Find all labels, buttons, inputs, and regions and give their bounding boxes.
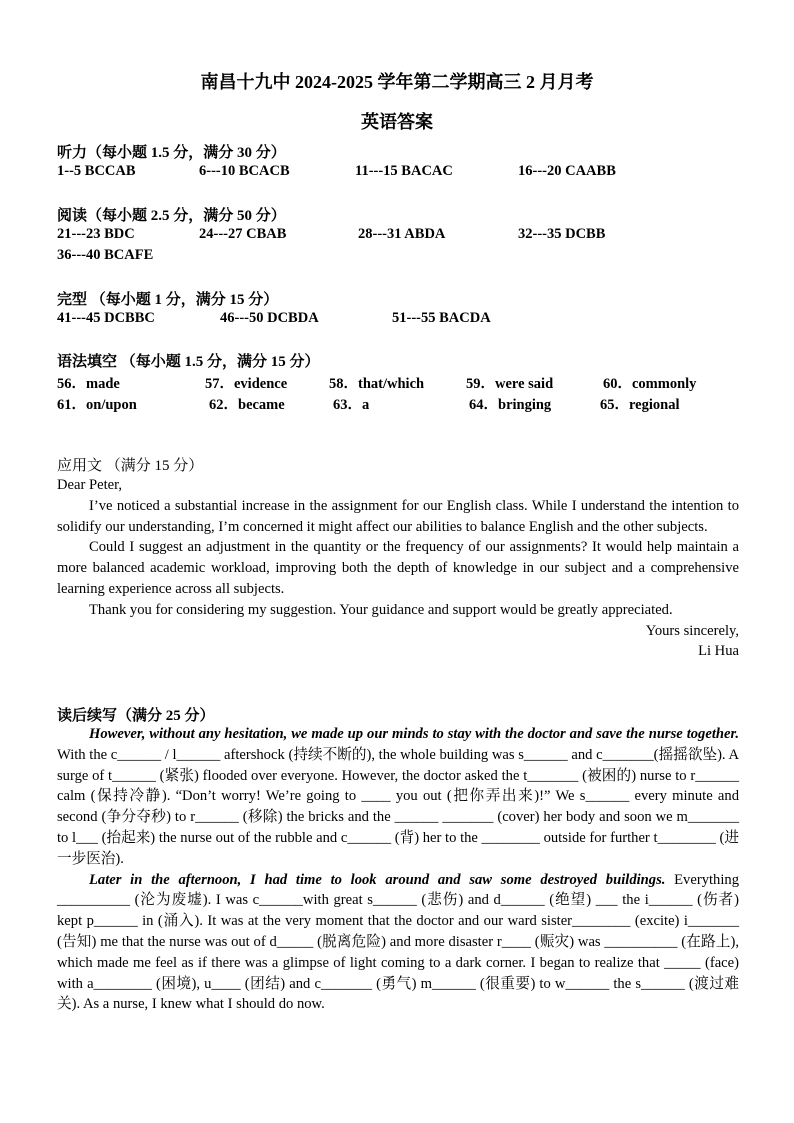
answer-group: 46---50 DCBDA <box>220 310 319 326</box>
answer-item: 57．evidence <box>205 376 288 392</box>
answer-item: 61．on/upon <box>57 397 137 413</box>
page-title: 南昌十九中 2024-2025 学年第二学期高三 2 月月考 <box>200 72 594 92</box>
answer-item: 56．made <box>57 376 120 392</box>
continuation-body <box>57 724 739 1015</box>
answer-group: 21---23 BDC <box>57 226 135 242</box>
answer-group: 41---45 DCBBC <box>57 310 155 326</box>
paragraph-lead-sentence: However, without any hesitation, we made up our minds to stay with the doctor and save the nurse together. <box>89 726 739 742</box>
letter-paragraph: I’ve noticed a substantial increase in the assignment for our English class. While I understand the intention to solidify our understanding, I’m concerned it might affect our abilities to balance English and the other subjects. <box>57 497 739 535</box>
answer-group: 28---31 ABDA <box>358 226 446 242</box>
answer-item: 65．regional <box>600 397 680 413</box>
paragraph-text: Everything __________ (沦为废墟). I was c______with great s______ (悲伤) and d______ (绝望) ___ the i______ (伤者) kept p______ in (涌入). It was at the very moment that the doctor and our ward sister________ (excite) i_______ (告知) me that the nurse was out of d_____ (脱离危险) and more disaster r____ (赈灾) was __________ (在路上), which made me feel as if there was a glimpse of light coming to a dark corner. I began to realize that _____ (face) with a________ (困境), u____ (团结) and c_______ (勇气) m______ (很重要) to w______ the s______ (渡过难关). As a nurse, I knew what I should do now. <box>57 871 739 1013</box>
grammar-heading: 语法填空 （每小题 1.5 分，满分 15 分） <box>57 354 320 370</box>
answer-item: 64．bringing <box>469 397 552 413</box>
page-subtitle: 英语答案 <box>361 112 433 132</box>
answer-item: 62．became <box>209 397 285 413</box>
letter-paragraph: Could I suggest an adjustment in the quantity or the frequency of our assignments? It would help maintain a more balanced academic workload, improving both the depth of knowledge in our subject and a comprehensive learning experience across all subjects. <box>57 539 739 597</box>
answer-group: 11---15 BACAC <box>355 163 453 179</box>
continuation-heading: 读后续写（满分 25 分） <box>57 708 215 724</box>
answer-item: 58．that/which <box>329 376 425 392</box>
answer-group: 16---20 CAABB <box>518 163 616 179</box>
reading-heading: 阅读（每小题 2.5 分，满分 50 分） <box>57 208 286 224</box>
answer-group: 51---55 BACDA <box>392 310 491 326</box>
cloze-heading: 完型 （每小题 1 分，满分 15 分） <box>57 292 279 308</box>
answer-group: 1--5 BCCAB <box>57 163 136 179</box>
answer-group: 24---27 CBAB <box>199 226 287 242</box>
answer-item: 63．a <box>333 397 370 413</box>
letter-heading: 应用文 （满分 15 分） <box>57 458 204 474</box>
continuation-paragraph-1 <box>57 724 739 870</box>
letter-paragraph: Thank you for considering my suggestion. Your guidance and support would be greatly appreciated. <box>89 601 673 618</box>
listening-heading: 听力（每小题 1.5 分，满分 30 分） <box>57 145 286 161</box>
letter-closing: Yours sincerely, <box>645 622 739 639</box>
letter-body <box>57 475 739 662</box>
answer-item: 60．commonly <box>603 376 697 392</box>
paragraph-lead-sentence: Later in the afternoon, I had time to look around and saw some destroyed buildings. <box>89 871 666 888</box>
answer-item: 59．were said <box>466 376 554 392</box>
paragraph-text: With the c______ / l______ aftershock (持续不断的), the whole building was s______ and c_______(摇摇欲坠). A surge of t______ (紧张) flooded over everyone. However, the doctor asked the t_______ (被困的) nurse to r______ calm (保持冷静). “Don’t worry! We’re going to ____ you out (把你弄出来)!” We s______ every minute and second (争分夺秒) to r______ (移除) the bricks and the ______ _______ (cover) her body and soon we m_______ to l___ (抬起来) the nurse out of the rubble and c______ (背) her to the ________ outside for further t________ (进一步医治). <box>57 746 739 867</box>
answer-group: 36---40 BCAFE <box>57 247 154 263</box>
letter-signature: Li Hua <box>698 643 739 660</box>
answer-group: 32---35 DCBB <box>518 226 606 242</box>
continuation-paragraph-2 <box>57 870 739 1016</box>
letter-greeting: Dear Peter, <box>57 477 123 493</box>
answer-group: 6---10 BCACB <box>199 163 290 179</box>
